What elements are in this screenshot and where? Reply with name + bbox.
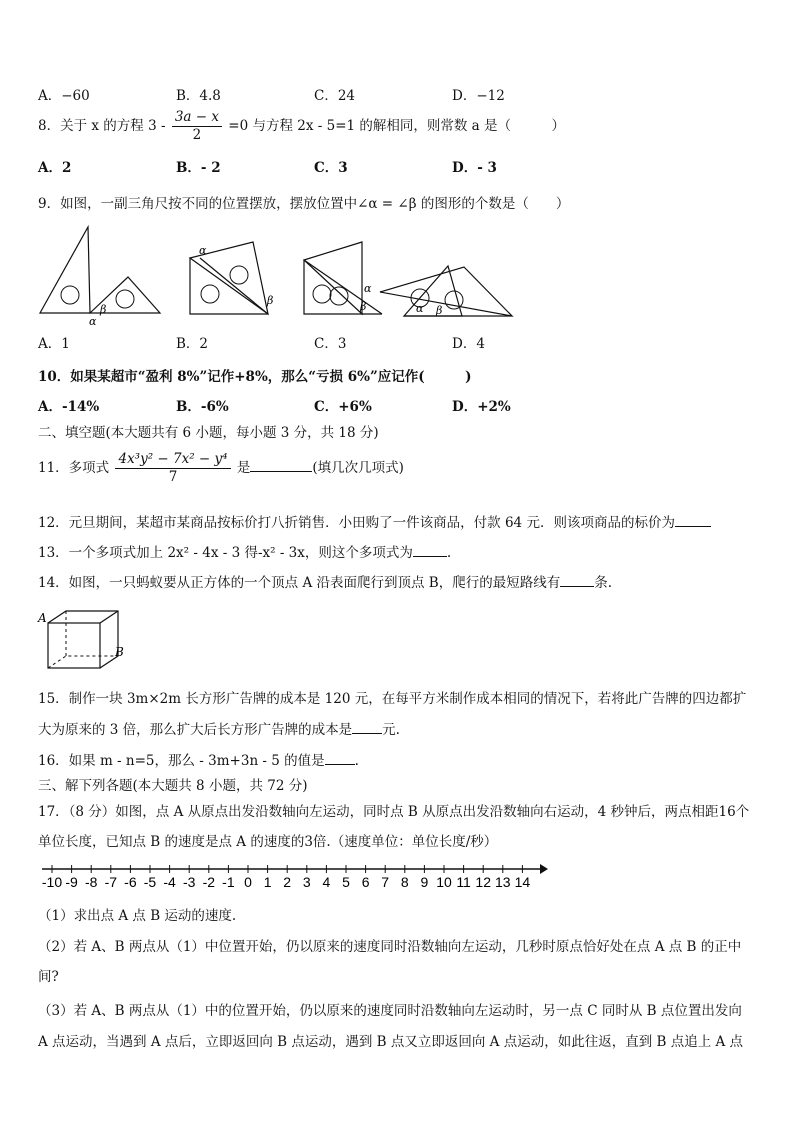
q8-prefix: 8．关于 x 的方程 3 - [38, 118, 166, 134]
number-line-tick-label: 3 [302, 874, 311, 890]
question-12 [38, 511, 711, 531]
q8-suffix: =0 与方程 2x - 5=1 的解相同，则常数 a 是（ ） [228, 118, 566, 134]
option-c: C．24 [314, 88, 356, 104]
beta-label: β [360, 300, 367, 313]
number-line-tick-label: 14 [514, 874, 531, 890]
answer-blank [352, 720, 382, 734]
vertex-a-label: A [38, 611, 47, 625]
q11-frac-den: 7 [168, 469, 178, 485]
question-8 [38, 109, 565, 144]
number-line-tick-label: 2 [283, 874, 292, 890]
alpha-label: α [89, 315, 97, 328]
q8-frac-num: 3a − x [172, 109, 222, 127]
number-line-tick-label: -5 [143, 874, 157, 890]
option-d: D．- 3 [452, 160, 497, 176]
section-2-heading: 二、填空题(本大题共有 6 小题，每小题 3 分，共 18 分) [38, 425, 379, 441]
number-line-tick-label: 7 [381, 874, 390, 890]
number-line-tick-label: -4 [163, 874, 176, 890]
question-17-part2-line1: （2）若 A、B 两点从（1）中位置开始，仍以原来的速度同时沿数轴向左运动，几秒时原点恰好处在点 A 点 B 的正中 [38, 939, 742, 955]
question-9-stem: 9．如图，一副三角尺按不同的位置摆放，摆放位置中∠α = ∠β 的图形的个数是（ ） [38, 196, 570, 212]
triangle-figure-1 [38, 225, 168, 328]
number-line-tick-label: -6 [124, 874, 137, 890]
number-line-tick-label: 8 [400, 874, 409, 890]
q8-frac-den: 2 [192, 127, 202, 143]
option-b: B．- 2 [176, 160, 221, 176]
answer-blank [413, 543, 447, 557]
q15-text: 大为原来的 3 倍，那么扩大后长方形广告牌的成本是 [38, 722, 353, 738]
question-10-stem: 10．如果某超市“盈利 8%”记作+8%，那么“亏损 6%”应记作( ) [38, 369, 472, 385]
option-a: A．1 [38, 336, 70, 352]
question-17-line1: 17．（8 分）如图，点 A 从原点出发沿数轴向左运动，同时点 B 从原点出发沿数轴向右运动，4 秒钟后，两点相距16个 [38, 804, 750, 820]
answer-blank [560, 573, 594, 587]
option-b: B．-6% [176, 399, 229, 415]
beta-label: β [100, 303, 107, 316]
q16-end: . [354, 753, 359, 769]
number-line-tick-label: -2 [202, 874, 216, 890]
vertex-b-label: B [115, 645, 124, 659]
q15-end: 元. [382, 722, 400, 738]
triangle-figure-2 [188, 232, 288, 322]
q8-fraction [172, 109, 222, 144]
option-b: B．4.8 [176, 88, 221, 104]
question-16 [38, 749, 359, 769]
question-15-line2 [38, 718, 400, 738]
number-line-tick-label: 6 [361, 874, 370, 890]
option-d: D．+2% [452, 399, 511, 415]
q13-end: . [446, 545, 452, 561]
beta-label: β [267, 294, 274, 307]
option-c: C．+6% [314, 399, 372, 415]
question-17-part2-line2: 间? [38, 969, 59, 985]
number-line-tick-label: -10 [41, 874, 63, 890]
q11-prefix: 11．多项式 [38, 460, 110, 476]
number-line-tick-label: 4 [322, 874, 331, 890]
alpha-label: α [416, 302, 424, 315]
question-15-line1: 15．制作一块 3m×2m 长方形广告牌的成本是 120 元，在每平方米制作成本相同的情况下，若将此广告牌的四边都扩 [38, 691, 747, 707]
q16-text: 16．如果 m - n=5，那么 - 3m+3n - 5 的值是 [38, 753, 325, 769]
q11-tail: (填几次几项式) [312, 460, 404, 476]
number-line [40, 860, 550, 892]
answer-blank [325, 751, 355, 765]
question-17-line2: 单位长度，已知点 B 的速度是点 A 的速度的3倍.（速度单位：单位长度/秒） [38, 834, 498, 850]
question-17-part1: （1）求出点 A 点 B 运动的速度. [38, 908, 237, 924]
option-d: D．−12 [452, 88, 505, 104]
option-a: A．2 [38, 160, 72, 176]
alpha-label: α [199, 244, 207, 257]
question-11 [38, 451, 404, 486]
number-line-tick-label: -3 [182, 874, 196, 890]
number-line-tick-label: 12 [475, 874, 491, 890]
number-line-tick-label: 0 [244, 874, 252, 890]
option-c: C．3 [314, 160, 348, 176]
answer-blank [250, 458, 312, 472]
answer-blank [675, 513, 711, 527]
number-line-tick-label: -1 [222, 874, 235, 890]
q12-text: 12．元旦期间，某超市某商品按标价打八折销售．小田购了一件该商品，付款 64 元．则该项商品的标价为 [38, 515, 675, 531]
section-3-heading: 三、解下列各题(本大题共 8 小题，共 72 分) [38, 778, 308, 794]
number-line-tick-label: -9 [65, 874, 78, 890]
option-d: D．4 [452, 336, 485, 352]
q14-text: 14．如图，一只蚂蚁要从正方体的一个顶点 A 沿表面爬行到顶点 B，爬行的最短路线有 [38, 575, 561, 591]
triangle-figure-4 [378, 262, 518, 322]
alpha-label: α [364, 282, 372, 295]
number-line-tick-label: -8 [84, 874, 98, 890]
q11-suffix: 是 [236, 460, 251, 476]
number-line-tick-label: 5 [342, 874, 350, 890]
q14-end: 条. [594, 575, 613, 591]
option-a: A．-14% [38, 399, 100, 415]
option-a: A．−60 [38, 88, 90, 104]
option-b: B．2 [176, 336, 209, 352]
q13-text: 13．一个多项式加上 2x² - 4x - 3 得-x² - 3x，则这个多项式为 [38, 545, 413, 561]
q11-frac-num: 4x³y² − 7x² − y⁴ [115, 451, 230, 469]
question-17-part3-line2: A 点运动，当遇到 A 点后，立即返回向 B 点运动，遇到 B 点又立即返回向 A 点运动，如此往返，直到 B 点追上 A 点 [38, 1034, 744, 1050]
option-c: C．3 [314, 336, 347, 352]
question-14 [38, 571, 612, 591]
question-13 [38, 541, 451, 561]
cube-figure [38, 608, 133, 673]
q11-fraction [115, 451, 230, 486]
number-line-tick-label: 9 [420, 874, 429, 890]
number-line-tick-label: 1 [263, 874, 272, 890]
number-line-tick-label: 13 [495, 874, 511, 890]
beta-label: β [436, 304, 443, 317]
number-line-tick-label: -7 [104, 874, 118, 890]
question-17-part3-line1: （3）若 A、B 两点从（1）中的位置开始，仍以原来的速度同时沿数轴向左运动时，另一点 C 同时从 B 点位置出发向 [38, 1003, 742, 1019]
number-line-tick-label: 10 [436, 874, 452, 890]
number-line-tick-label: 11 [456, 874, 471, 890]
